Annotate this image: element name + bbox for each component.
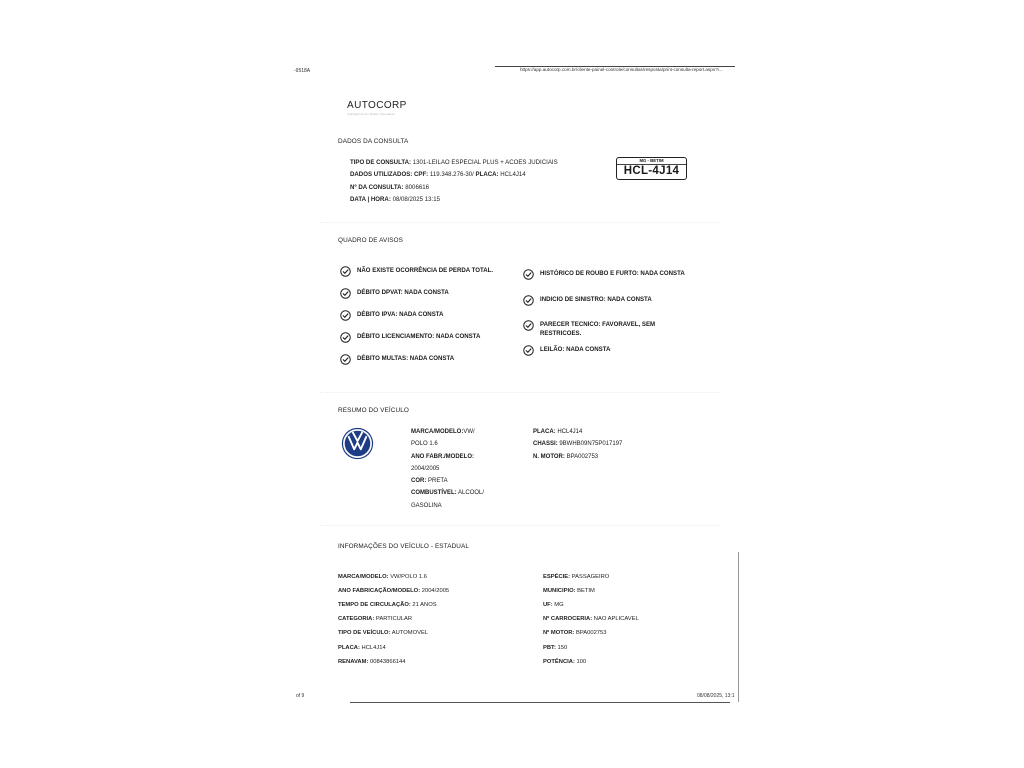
- resumo-section-title: RESUMO DO VEÍCULO: [338, 407, 409, 414]
- divider: [320, 392, 720, 393]
- estadual-row: TIPO DE VEÍCULO: AUTOMOVEL: [338, 630, 429, 637]
- check-circle-icon: [340, 330, 351, 341]
- check-circle-icon: [340, 352, 351, 363]
- resumo-chassi: CHASSI: 9BWHB09N75P017197: [533, 441, 623, 448]
- autocorp-logo-subtitle: Inteligência em Dados Veiculares: [347, 113, 395, 116]
- footer-page: of 9: [296, 693, 305, 699]
- estadual-row: CATEGORIA: PARTICULAR: [338, 616, 413, 623]
- estadual-row: PLACA: HCL4J14: [338, 644, 386, 651]
- resumo-combustivel: COMBUSTÍVEL: ALCOOL/ GASOLINA: [411, 490, 485, 509]
- aviso-text: NÃO EXISTE OCORRÊNCIA DE PERDA TOTAL.: [357, 267, 494, 274]
- estadual-row: Nº MOTOR: BPA002753: [543, 630, 607, 637]
- header-url: https://app.autocorp.com.br/cliente-painel-controle/consultas/resposta/print-consulta-report.aspx?i...: [520, 67, 723, 72]
- resumo-right-column: [533, 426, 703, 463]
- estadual-row: Nº CARROCERIA: NAO APLICAVEL: [543, 616, 639, 623]
- license-plate-region: MG - BETIM: [617, 158, 686, 165]
- divider: [320, 525, 720, 526]
- resumo-ano: ANO FABR./MODELO: 2004/2005: [411, 453, 474, 472]
- check-circle-icon: [523, 343, 534, 354]
- vw-logo-icon: [341, 427, 374, 460]
- aviso-text: LEILÃO: NADA CONSTA: [540, 346, 611, 353]
- license-plate-number: HCL-4J14: [623, 165, 680, 177]
- check-circle-icon: [523, 318, 534, 329]
- check-circle-icon: [340, 308, 351, 319]
- consulta-data: DATA | HORA: 08/08/2025 13:15: [350, 196, 441, 203]
- check-circle-icon: [523, 293, 534, 304]
- autocorp-logo: AUTOCORP: [347, 100, 407, 111]
- consulta-tipo: TIPO DE CONSULTA: 1301-LEILAO ESPECIAL PLUS + ACOES JUDICIAIS: [350, 159, 558, 166]
- footer-rule: [350, 702, 730, 703]
- resumo-placa: PLACA: HCL4J14: [533, 429, 583, 435]
- license-plate: [616, 157, 687, 180]
- estadual-row: MUNICIPIO: BETIM: [543, 588, 595, 595]
- consulta-dados: DADOS UTILIZADOS: CPF: 119.348.276-30/ PLACA: HCL4J14: [350, 171, 526, 178]
- aviso-text: PARECER TECNICO: FAVORAVEL, SEM RESTRICOES.: [540, 321, 656, 337]
- estadual-row: ANO FABRICAÇÃO/MODELO: 2004/2005: [338, 588, 450, 595]
- aviso-text: DÉBITO LICENCIAMENTO: NADA CONSTA: [357, 333, 481, 340]
- page-edge: [738, 552, 739, 702]
- estadual-section-title: INFORMAÇÕES DO VEÍCULO - ESTADUAL: [338, 543, 470, 550]
- estadual-row: ESPÉCIE: PASSAGEIRO: [543, 574, 610, 580]
- aviso-text: HISTÓRICO DE ROUBO E FURTO: NADA CONSTA: [540, 270, 685, 277]
- aviso-text: DÉBITO DPVAT: NADA CONSTA: [357, 289, 449, 296]
- header-fragment: -9518A: [294, 68, 311, 74]
- resumo-left-column: [411, 426, 491, 512]
- resumo-cor: COR: PRETA: [411, 478, 448, 485]
- aviso-text: DÉBITO IPVA: NADA CONSTA: [357, 311, 444, 318]
- check-circle-icon: [523, 267, 534, 278]
- aviso-text: DÉBITO MULTAS: NADA CONSTA: [357, 355, 455, 362]
- resumo-motor: N. MOTOR: BPA002753: [533, 453, 599, 460]
- resumo-marca: MARCA/MODELO:VW/ POLO 1.6: [411, 429, 475, 448]
- document-page: [290, 62, 740, 704]
- estadual-row: PBT: 150: [543, 644, 568, 651]
- estadual-row: MARCA/MODELO: VW/POLO 1.6: [338, 574, 427, 580]
- aviso-text: INDICIO DE SINISTRO: NADA CONSTA: [540, 296, 652, 303]
- estadual-row: UF: MG: [543, 602, 564, 609]
- consulta-section-title: DADOS DA CONSULTA: [338, 138, 409, 145]
- footer-datetime: 08/08/2025, 13:1: [697, 693, 735, 699]
- avisos-section-title: QUADRO DE AVISOS: [338, 237, 404, 244]
- estadual-row: POTÊNCIA: 100: [543, 658, 587, 665]
- estadual-row: RENAVAM: 00843866144: [338, 658, 406, 665]
- estadual-row: TEMPO DE CIRCULAÇÃO: 21 ANOS: [338, 602, 437, 609]
- divider: [320, 222, 720, 223]
- check-circle-icon: [340, 264, 351, 275]
- consulta-numero: Nº DA CONSULTA: 8006616: [350, 184, 430, 191]
- check-circle-icon: [340, 286, 351, 297]
